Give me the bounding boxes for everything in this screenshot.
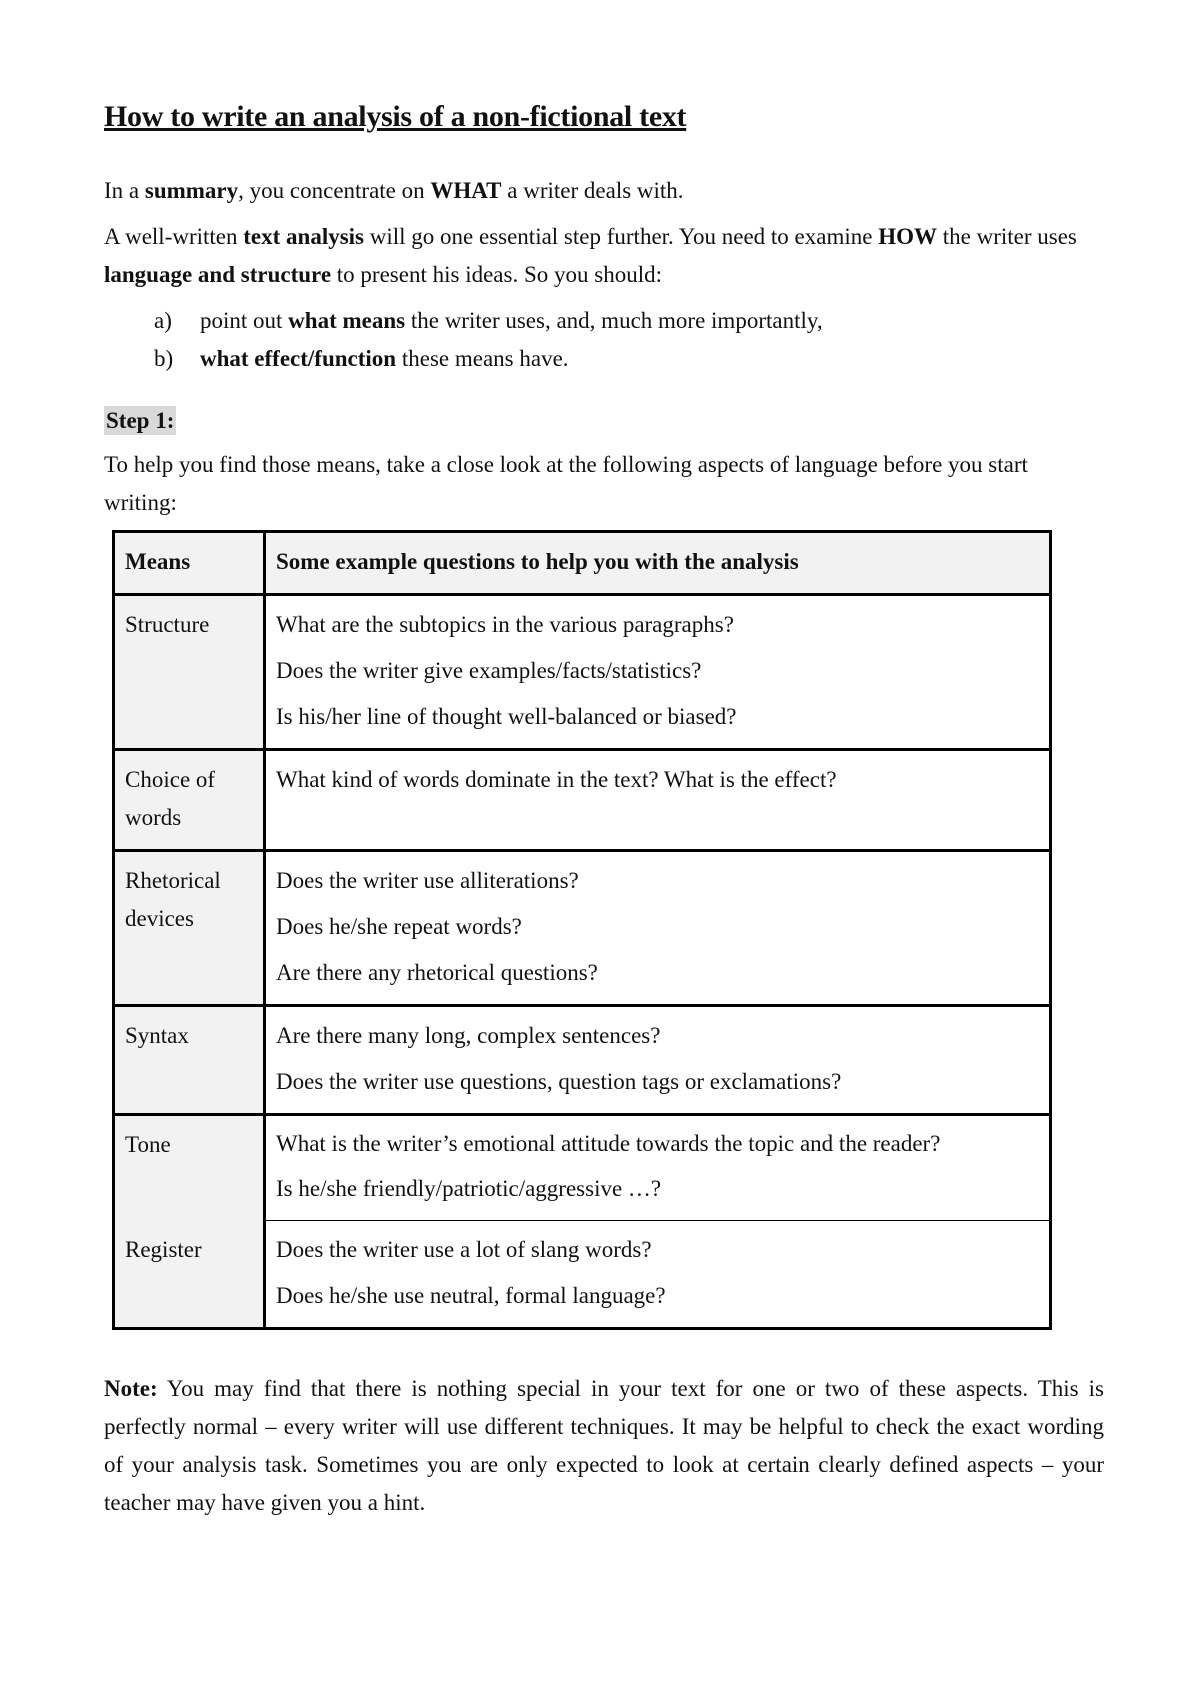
table-row	[114, 1221, 1051, 1329]
means-cell: Structure	[114, 595, 265, 750]
means-table	[112, 530, 1052, 1330]
header-means: Means	[114, 532, 265, 595]
header-questions: Some example questions to help you with the analysis	[265, 532, 1051, 595]
questions-cell	[265, 1221, 1051, 1329]
analysis-paragraph: A well-written text analysis will go one essential step further. You need to examine HOW the writer uses language and structure to present his ideas. So you should:	[104, 224, 1077, 287]
question: Is he/she friendly/patriotic/aggressive …?	[276, 1176, 662, 1201]
note-section	[104, 1370, 1104, 1522]
note-paragraph	[104, 1370, 1104, 1522]
questions-cell	[265, 1115, 1051, 1221]
question: Does the writer use alliterations?	[276, 868, 579, 893]
list-item: b) what effect/function these means have.	[154, 340, 1104, 378]
list-item: a) point out what means the writer uses, and, much more importantly,	[154, 302, 1104, 340]
step-heading: Step 1:	[106, 408, 175, 433]
question: Does the writer give examples/facts/statistics?	[276, 658, 702, 683]
question: Does the writer use questions, question tags or exclamations?	[276, 1069, 842, 1094]
note-text: You may find that there is nothing special in your text for one or two of these aspects. This is perfectly normal – every writer will use different techniques. It may be helpful to check the exact wording of your analysis task. Sometimes you are only expected to look at certain clearly defined aspects – your teacher may have given you a hint.	[104, 1376, 1104, 1515]
table-row	[114, 851, 1051, 1006]
question: What is the writer’s emotional attitude towards the topic and the reader?	[276, 1131, 941, 1156]
table-row	[114, 595, 1051, 750]
question: Are there any rhetorical questions?	[276, 960, 598, 985]
question: Is his/her line of thought well-balanced or biased?	[276, 704, 737, 729]
questions-cell	[265, 1006, 1051, 1115]
means-cell: Tone	[114, 1115, 265, 1221]
question: Does he/she repeat words?	[276, 914, 522, 939]
table-header-row	[114, 532, 1051, 595]
instruction-list	[154, 302, 1104, 378]
table-row	[114, 1115, 1051, 1221]
question: Are there many long, complex sentences?	[276, 1023, 661, 1048]
page-title: How to write an analysis of a non-fictional text	[104, 100, 687, 133]
document-content	[104, 100, 1104, 1530]
questions-cell	[265, 595, 1051, 750]
question: Does he/she use neutral, formal language?	[276, 1283, 666, 1308]
list-marker: a)	[154, 308, 172, 333]
means-cell: Rhetorical devices	[114, 851, 265, 1006]
question: Does the writer use a lot of slang words?	[276, 1237, 652, 1262]
questions-cell	[265, 750, 1051, 851]
step-instruction: To help you find those means, take a close look at the following aspects of language before you start writing:	[104, 452, 1028, 515]
means-cell: Register	[114, 1221, 265, 1329]
table-row	[114, 750, 1051, 851]
questions-cell	[265, 851, 1051, 1006]
means-cell: Syntax	[114, 1006, 265, 1115]
summary-paragraph: In a summary, you concentrate on WHAT a writer deals with.	[104, 178, 684, 203]
means-cell: Choice of words	[114, 750, 265, 851]
table-row	[114, 1006, 1051, 1115]
list-marker: b)	[154, 346, 174, 371]
note-label: Note:	[104, 1376, 158, 1401]
question: What are the subtopics in the various paragraphs?	[276, 612, 734, 637]
question: What kind of words dominate in the text? What is the effect?	[276, 767, 837, 792]
